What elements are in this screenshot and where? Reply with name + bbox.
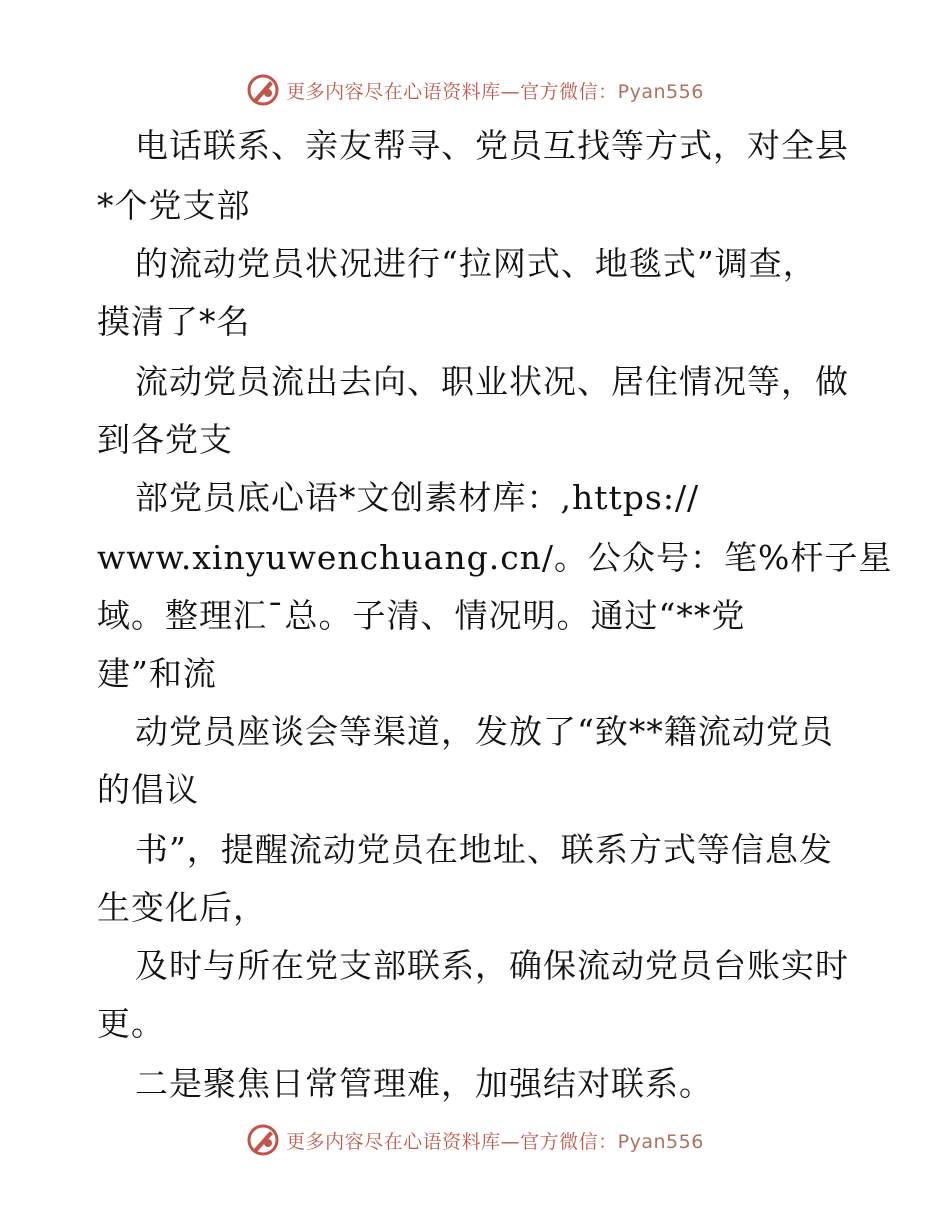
text-line: 域。整理汇¯总。子清、情况明。通过“**党: [97, 596, 746, 635]
text-line: 的流动党员状况进行“拉网式、地毯式”调查，: [135, 244, 817, 283]
pen-seal-logo-icon: [246, 1123, 280, 1157]
header-watermark: [0, 70, 950, 110]
text-line: 及时与所在党支部联系，确保流动党员台账实时: [135, 946, 849, 985]
text-line: www.xinyuwenchuang.cn/。公众号：笔%杆子星: [97, 538, 893, 577]
text-line: 摸清了*名: [97, 302, 251, 341]
pen-seal-logo-icon: [246, 73, 280, 107]
text-line: 更。: [97, 1004, 165, 1043]
text-line: 动党员座谈会等渠道，发放了“致**籍流动党员: [135, 712, 834, 751]
text-line: 到各党支: [97, 420, 233, 459]
text-line: *个党支部: [97, 186, 251, 225]
watermark-text: 更多内容尽在心语资料库—官方微信：Pyan556: [286, 1130, 704, 1153]
text-line: 二是聚焦日常管理难，加强结对联系。: [135, 1064, 713, 1103]
text-line: 部党员底心语*文创素材库：,https://: [135, 478, 700, 517]
text-line: 生变化后，: [97, 888, 267, 927]
text-line: 电话联系、亲友帮寻、党员互找等方式，对全县: [135, 126, 849, 165]
text-line: 建”和流: [97, 654, 217, 693]
footer-watermark: [0, 1120, 950, 1160]
text-line: 书”，提醒流动党员在地址、联系方式等信息发: [135, 830, 833, 869]
watermark-text: 更多内容尽在心语资料库—官方微信：Pyan556: [286, 80, 704, 103]
text-line: 的倡议: [97, 770, 199, 809]
text-line: 流动党员流出去向、职业状况、居住情况等，做: [135, 362, 849, 401]
